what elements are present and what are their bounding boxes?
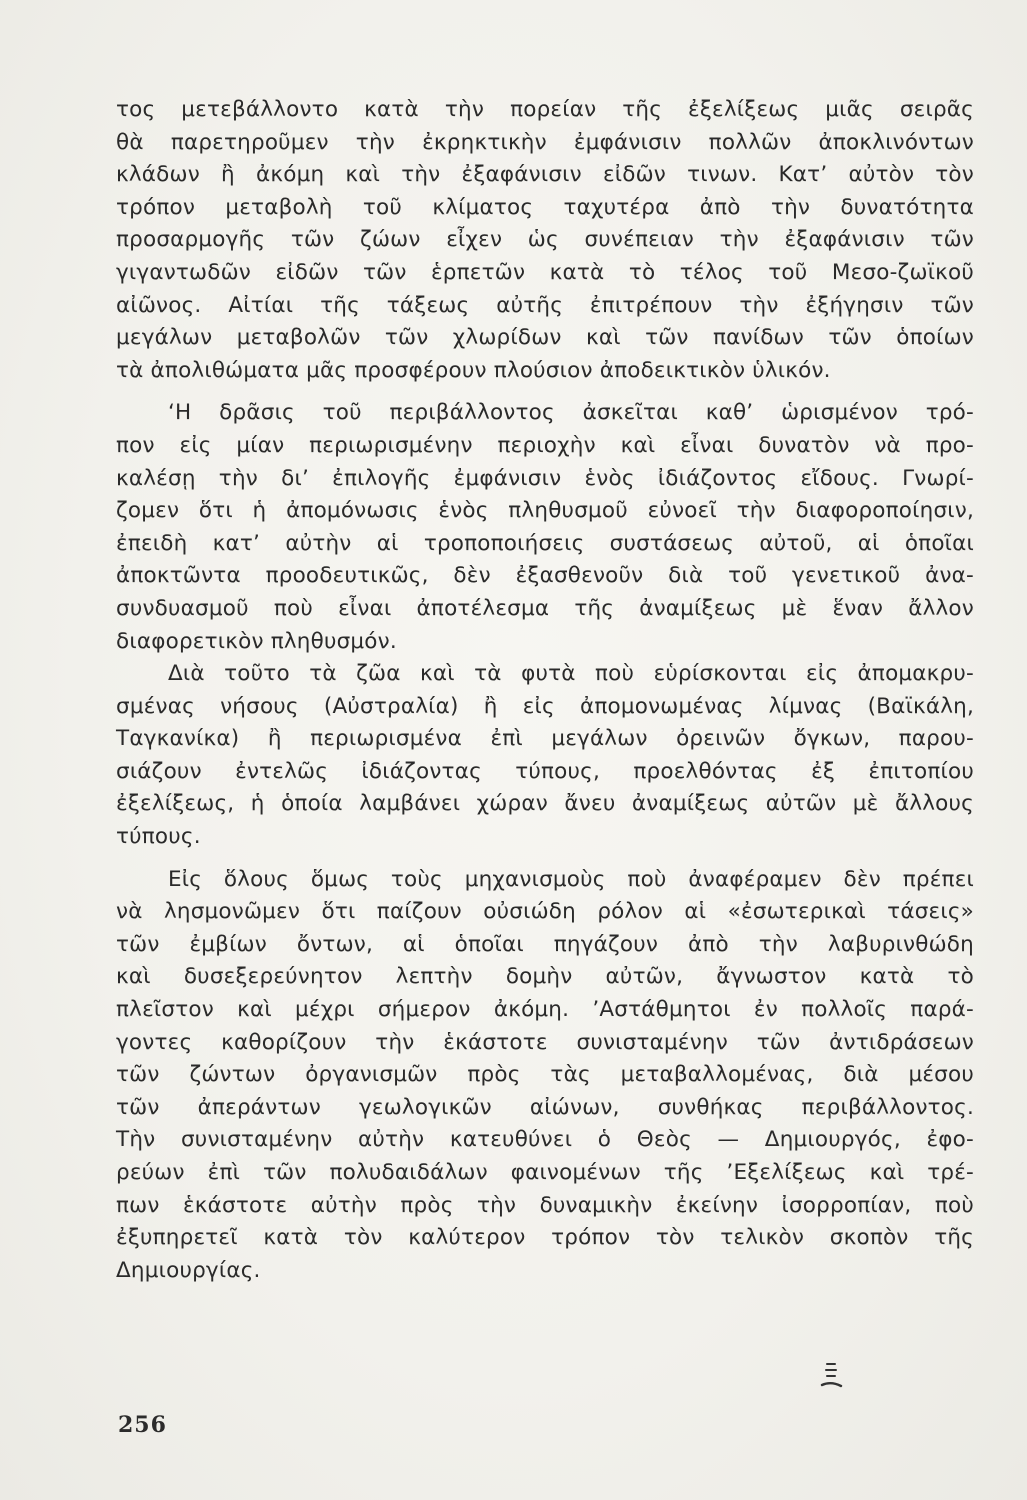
text-line: Τὴν συνισταμένην αὐτὴν κατευθύνει ὁ Θεὸς — Δημιουργός, ἐφο- <box>116 1127 974 1153</box>
text-line: πων ἑκάστοτε αὐτὴν πρὸς τὴν δυναμικὴν ἐκείνην ἰσορροπίαν, ποὺ <box>116 1192 974 1218</box>
text-line: μεγάλων μεταβολῶν τῶν χλωρίδων καὶ τῶν πανίδων τῶν ὁποίων <box>116 325 974 351</box>
text-line: ‘Η δρᾶσις τοῦ περιβάλλοντος ἀσκεῖται καθ’ ὡρισμένον τρό- <box>168 400 974 426</box>
text-line: Δημιουργίας. <box>116 1257 261 1283</box>
text-line: καλέσῃ τὴν δι’ ἐπιλογῆς ἐμφάνισιν ἑνὸς ἰδιάζοντος εἴδους. Γνωρί- <box>116 465 974 491</box>
text-line: τῶν ἀπεράντων γεωλογικῶν αἰώνων, συνθήκας περιβάλλοντος. <box>116 1094 974 1120</box>
text-line: τύπους. <box>116 824 201 850</box>
text-line: ἐξελίξεως, ἡ ὁποία λαμβάνει χώραν ἄνευ ἀναμίξεως αὐτῶν μὲ ἄλλους <box>116 791 974 817</box>
text-line: ἀποκτῶντα προοδευτικῶς, δὲν ἐξασθενοῦν διὰ τοῦ γενετικοῦ ἀνα- <box>116 563 974 589</box>
text-line: τῶν ζώντων ὀργανισμῶν πρὸς τὰς μεταβαλλομένας, διὰ μέσου <box>116 1062 974 1088</box>
text-line: ρεύων ἐπὶ τῶν πολυδαιδάλων φαινομένων τῆς ’Εξελίξεως καὶ τρέ- <box>116 1160 974 1185</box>
text-line: αἰῶνος. Αἰτίαι τῆς τάξεως αὐτῆς ἐπιτρέπουν τὴν ἐξήγησιν τῶν <box>116 292 974 318</box>
text-line: Διὰ τοῦτο τὰ ζῶα καὶ τὰ φυτὰ ποὺ εὑρίσκονται εἰς ἀπομακρυ- <box>168 661 974 687</box>
text-line: τρόπον μεταβολὴ τοῦ κλίματος ταχυτέρα ἀπὸ τὴν δυνατότητα <box>116 194 974 220</box>
paragraph-4 <box>116 864 974 1288</box>
text-line: γιγαντωδῶν εἰδῶν τῶν ἑρπετῶν κατὰ τὸ τέλος τοῦ Μεσο-ζωϊκοῦ <box>116 259 974 285</box>
text-line: Εἰς ὅλους ὅμως τοὺς μηχανισμοὺς ποὺ ἀναφέραμεν δὲν πρέπει <box>168 866 974 892</box>
text-line: Ταγκανίκα) ἢ περιωρισμένα ἐπὶ μεγάλων ὀρεινῶν ὄγκων, παρου- <box>116 726 974 752</box>
end-ornament-icon <box>818 1360 844 1390</box>
text-line: καὶ δυσεξερεύνητον λεπτὴν δομὴν αὐτῶν, ἄγνωστον κατὰ τὸ <box>116 964 974 990</box>
text-line: ζομεν ὅτι ἡ ἀπομόνωσις ἑνὸς πληθυσμοῦ εὐνοεῖ τὴν διαφοροποίησιν, <box>116 498 974 524</box>
page-number: 256 <box>118 1412 167 1438</box>
text-line: τὰ ἀπολιθώματα μᾶς προσφέρουν πλούσιον ἀποδεικτικὸν ὑλικόν. <box>116 357 831 383</box>
paragraph-2 <box>116 397 974 658</box>
paragraph-3 <box>116 658 974 854</box>
text-line: γοντες καθορίζουν τὴν ἑκάστοτε συνισταμένην τῶν ἀντιδράσεων <box>116 1029 974 1055</box>
body-text <box>116 94 974 1287</box>
text-line: τῶν ἐμβίων ὄντων, αἱ ὁποῖαι πηγάζουν ἀπὸ τὴν λαβυρινθώδη <box>116 931 974 957</box>
text-line: πον εἰς μίαν περιωρισμένην περιοχὴν καὶ εἶναι δυνατὸν νὰ προ- <box>116 432 974 458</box>
paragraph-1 <box>116 94 974 387</box>
text-line: νὰ λησμονῶμεν ὅτι παίζουν οὐσιώδη ρόλον αἱ «ἐσωτερικαὶ τάσεις» <box>116 899 974 925</box>
text-line: κλάδων ἢ ἀκόμη καὶ τὴν ἐξαφάνισιν εἰδῶν τινων. Κατ’ αὐτὸν τὸν <box>116 162 974 188</box>
text-line: σιάζουν ἐντελῶς ἰδιάζοντας τύπους, προελθόντας ἐξ ἐπιτοπίου <box>116 758 974 784</box>
text-line: προσαρμογῆς τῶν ζώων εἶχεν ὡς συνέπειαν τὴν ἐξαφάνισιν τῶν <box>116 227 974 253</box>
text-line: διαφορετικὸν πληθυσμόν. <box>116 628 397 654</box>
text-line: ἐπειδὴ κατ’ αὐτὴν αἱ τροποποιήσεις συστάσεως αὐτοῦ, αἱ ὁποῖαι <box>116 530 974 556</box>
text-line: συνδυασμοῦ ποὺ εἶναι ἀποτέλεσμα τῆς ἀναμίξεως μὲ ἕναν ἄλλον <box>116 595 974 621</box>
text-line: θὰ παρετηροῦμεν τὴν ἐκρηκτικὴν ἐμφάνισιν πολλῶν ἀποκλινόντων <box>116 129 974 155</box>
text-line: σμένας νήσους (Αὐστραλία) ἢ εἰς ἀπομονωμένας λίμνας (Βαϊκάλη, <box>116 693 974 719</box>
text-line: ἐξυπηρετεῖ κατὰ τὸν καλύτερον τρόπον τὸν τελικὸν σκοπὸν τῆς <box>116 1225 974 1251</box>
text-line: πλεῖστον καὶ μέχρι σήμερον ἀκόμη. ’Αστάθμητοι ἐν πολλοῖς παρά- <box>116 997 974 1023</box>
text-line: τος μετεβάλλοντο κατὰ τὴν πορείαν τῆς ἐξελίξεως μιᾶς σειρᾶς <box>116 97 974 122</box>
